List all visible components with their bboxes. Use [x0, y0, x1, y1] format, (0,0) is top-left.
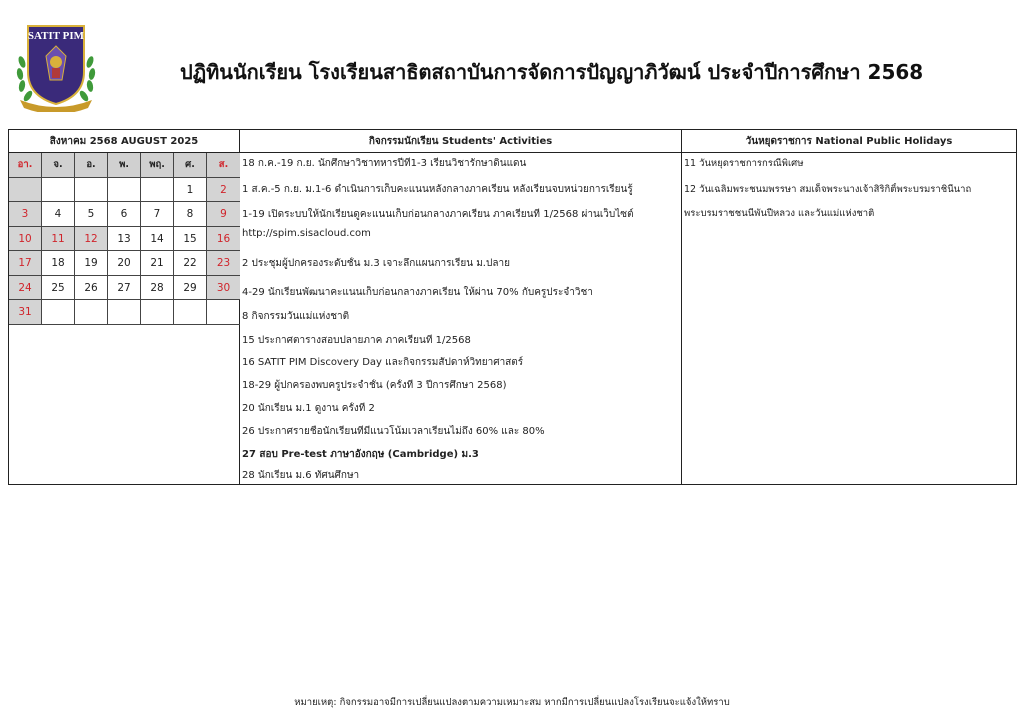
calendar-column [9, 130, 240, 484]
calendar-day-cell [42, 300, 75, 325]
activity-item: 1 ส.ค.-5 ก.ย. ม.1-6 ดำเนินการเก็บคะแนนหลังกลางภาคเรียน หลังเรียนจบหน่วยการเรียนรู้ [242, 184, 633, 195]
weekday-thu: พฤ. [141, 153, 174, 178]
holiday-item: 11 วันหยุดราชการกรณีพิเศษ [684, 158, 804, 169]
calendar-week-row [9, 276, 240, 301]
weekday-sat: ส. [207, 153, 240, 178]
activity-item: 18-29 ผู้ปกครองพบครูประจำชั้น (ครั้งที่ 3 ปีการศึกษา 2568) [242, 380, 507, 391]
holiday-item: 12 วันเฉลิมพระชนมพรรษา สมเด็จพระนางเจ้าสิริกิติ์พระบรมราชินีนาถ [684, 184, 972, 195]
calendar-day-cell [174, 300, 207, 325]
activity-item: 15 ประกาศตารางสอบปลายภาค ภาคเรียนที่ 1/2568 [242, 335, 471, 346]
calendar-day-cell: 31 [9, 300, 42, 325]
calendar-day-cell [207, 300, 240, 325]
calendar-day-cell [9, 178, 42, 203]
school-logo [14, 22, 98, 112]
activity-link[interactable]: http://spim.sisacloud.com [242, 228, 371, 239]
calendar-day-cell: 16 [207, 227, 240, 252]
calendar-day-cell: 20 [108, 251, 141, 276]
weekday-wed: พ. [108, 153, 141, 178]
calendar-day-cell: 29 [174, 276, 207, 301]
calendar-day-cell: 4 [42, 202, 75, 227]
calendar-day-cell: 15 [174, 227, 207, 252]
calendar-day-cell: 7 [141, 202, 174, 227]
logo-text: SATIT PIM [27, 30, 85, 42]
calendar-day-cell: 17 [9, 251, 42, 276]
activities-column [240, 130, 682, 484]
activity-item: 16 SATIT PIM Discovery Day และกิจกรรมสัปดาห์วิทยาศาสตร์ [242, 357, 524, 368]
calendar-day-cell [141, 178, 174, 203]
calendar-week-row [9, 202, 240, 227]
activity-item: 26 ประกาศรายชื่อนักเรียนที่มีแนวโน้มเวลาเรียนไม่ถึง 60% และ 80% [242, 426, 545, 437]
calendar-day-cell: 25 [42, 276, 75, 301]
calendar-day-cell: 13 [108, 227, 141, 252]
calendar-day-cell: 26 [75, 276, 108, 301]
activity-item: 4-29 นักเรียนพัฒนาคะแนนเก็บก่อนกลางภาคเรียน ให้ผ่าน 70% กับครูประจำวิชา [242, 287, 593, 298]
calendar-day-cell [75, 300, 108, 325]
calendar-day-cell: 3 [9, 202, 42, 227]
holidays-column [682, 130, 1016, 484]
calendar-day-cell: 19 [75, 251, 108, 276]
activity-item: 18 ก.ค.-19 ก.ย. นักศึกษาวิชาทหารปีที่1-3 เรียนวิชารักษาดินแดน [242, 158, 527, 169]
weekday-mon: จ. [42, 153, 75, 178]
calendar-day-cell: 5 [75, 202, 108, 227]
calendar-day-cell [108, 300, 141, 325]
activity-item: 27 สอบ Pre-test ภาษาอังกฤษ (Cambridge) ม.3 [242, 449, 479, 460]
page-title: ปฏิทินนักเรียน โรงเรียนสาธิตสถาบันการจัดการปัญญาภิวัฒน์ ประจำปีการศึกษา 2568 [180, 60, 924, 84]
schedule-table [8, 129, 1017, 485]
footer-note: หมายเหตุ: กิจกรรมอาจมีการเปลี่ยนแปลงตามความเหมาะสม หากมีการเปลี่ยนแปลงโรงเรียนจะแจ้งให้ทราบ [294, 697, 730, 708]
calendar-week-row [9, 178, 240, 203]
calendar-day-cell [108, 178, 141, 203]
calendar-day-cell: 28 [141, 276, 174, 301]
calendar-day-cell: 22 [174, 251, 207, 276]
calendar-day-cell: 1 [174, 178, 207, 203]
calendar-day-cell [75, 178, 108, 203]
calendar-grid [9, 153, 240, 325]
holidays-header: วันหยุดราชการ National Public Holidays [682, 130, 1016, 153]
calendar-header: สิงหาคม 2568 AUGUST 2025 [9, 130, 239, 153]
calendar-day-cell: 24 [9, 276, 42, 301]
calendar-day-cell: 11 [42, 227, 75, 252]
activity-item: 1-19 เปิดระบบให้นักเรียนดูคะแนนเก็บก่อนกลางภาคเรียน ภาคเรียนที่ 1/2568 ผ่านเว็บไซต์ [242, 209, 634, 220]
calendar-week-row [9, 300, 240, 325]
activity-item: 8 กิจกรรมวันแม่แห่งชาติ [242, 311, 350, 322]
activities-header: กิจกรรมนักเรียน Students' Activities [240, 130, 681, 153]
calendar-day-cell: 6 [108, 202, 141, 227]
calendar-weekday-row [9, 153, 240, 178]
calendar-day-cell: 21 [141, 251, 174, 276]
weekday-tue: อ. [75, 153, 108, 178]
calendar-day-cell: 9 [207, 202, 240, 227]
calendar-day-cell: 30 [207, 276, 240, 301]
calendar-week-row [9, 251, 240, 276]
calendar-week-row [9, 227, 240, 252]
weekday-sun: อา. [9, 153, 42, 178]
calendar-day-cell: 23 [207, 251, 240, 276]
calendar-day-cell: 27 [108, 276, 141, 301]
calendar-day-cell: 18 [42, 251, 75, 276]
activity-item: 28 นักเรียน ม.6 ทัศนศึกษา [242, 470, 360, 481]
calendar-day-cell [42, 178, 75, 203]
calendar-day-cell: 2 [207, 178, 240, 203]
holiday-item: พระบรมราชชนนีพันปีหลวง และวันแม่แห่งชาติ [684, 208, 875, 219]
weekday-fri: ศ. [174, 153, 207, 178]
calendar-day-cell: 14 [141, 227, 174, 252]
calendar-day-cell: 8 [174, 202, 207, 227]
activity-item: 20 นักเรียน ม.1 ดูงาน ครั้งที่ 2 [242, 403, 375, 414]
calendar-day-cell: 10 [9, 227, 42, 252]
activity-item: 2 ประชุมผู้ปกครองระดับชั้น ม.3 เจาะลึกแผนการเรียน ม.ปลาย [242, 258, 510, 269]
school-crest-icon [14, 22, 98, 112]
calendar-day-cell [141, 300, 174, 325]
calendar-day-cell: 12 [75, 227, 108, 252]
